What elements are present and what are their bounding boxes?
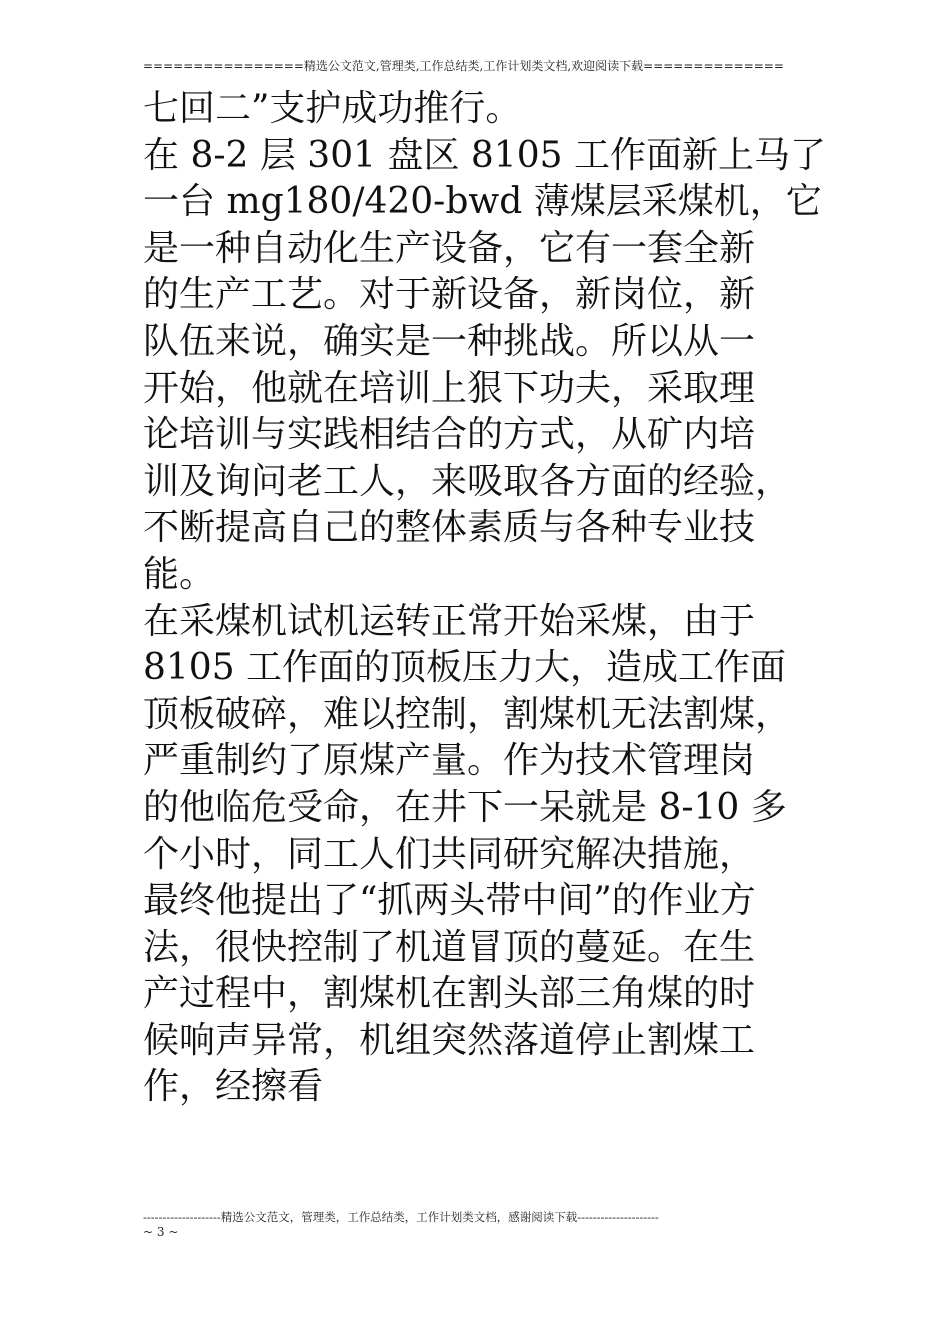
text-line: 顶板破碎，难以控制，割煤机无法割煤， xyxy=(143,693,792,735)
text-line: 作，经擦看 xyxy=(143,1066,324,1108)
text-line: 法，很快控制了机道冒顶的蔓延。在生 xyxy=(143,926,756,968)
page-header: ================精选公文范文,管理类,工作总结类,工作计划类文档,欢迎阅读下载============== xyxy=(143,59,784,73)
text-line: 严重制约了原煤产量。作为技术管理岗 xyxy=(143,740,756,782)
text-line: 论培训与实践相结合的方式，从矿内培 xyxy=(143,414,756,456)
text-line: 训及询问老工人，来吸取各方面的经验， xyxy=(143,460,792,502)
text-line: 个小时，同工人们共同研究解决措施， xyxy=(143,833,756,875)
paragraph-3 xyxy=(143,599,808,1112)
text-line: 七回二”支护成功推行。 xyxy=(143,88,522,129)
text-line: 产过程中，割煤机在割头部三角煤的时 xyxy=(143,973,756,1015)
text-line: 能。 xyxy=(143,553,216,595)
document-body xyxy=(143,86,826,1111)
text-line: 在采煤机试机运转正常开始采煤，由于 xyxy=(143,600,756,642)
text-line: 8105 工作面的顶板压力大，造成工作面 xyxy=(143,647,787,689)
text-line: 的他临危受命，在井下一呆就是 8-10 多 xyxy=(143,786,787,828)
text-line: 开始，他就在培训上狠下功夫，采取理 xyxy=(143,367,756,409)
text-line: 队伍来说，确实是一种挑战。所以从一 xyxy=(143,320,756,362)
text-line: 最终他提出了“抓两头带中间”的作业方 xyxy=(143,880,756,922)
text-line: 一台 mg180/420-bwd 薄煤层采煤机，它 xyxy=(143,181,822,223)
text-line: 候响声异常，机组突然落道停止割煤工 xyxy=(143,1019,756,1061)
page-footer: --------------------精选公文范文，管理类，工作总结类，工作计划类文档，感谢阅读下载--------------------- xyxy=(143,1210,659,1224)
text-line: 是一种自动化生产设备，它有一套全新 xyxy=(143,227,756,269)
page-number: ~ 3 ~ xyxy=(143,1225,179,1239)
text-line: 的生产工艺。对于新设备，新岗位，新 xyxy=(143,274,756,316)
paragraph-1 xyxy=(143,86,808,133)
text-line: 在 8-2 层 301 盘区 8105 工作面新上马了 xyxy=(143,134,826,176)
paragraph-2 xyxy=(143,133,826,599)
text-line: 不断提高自己的整体素质与各种专业技 xyxy=(143,507,756,549)
